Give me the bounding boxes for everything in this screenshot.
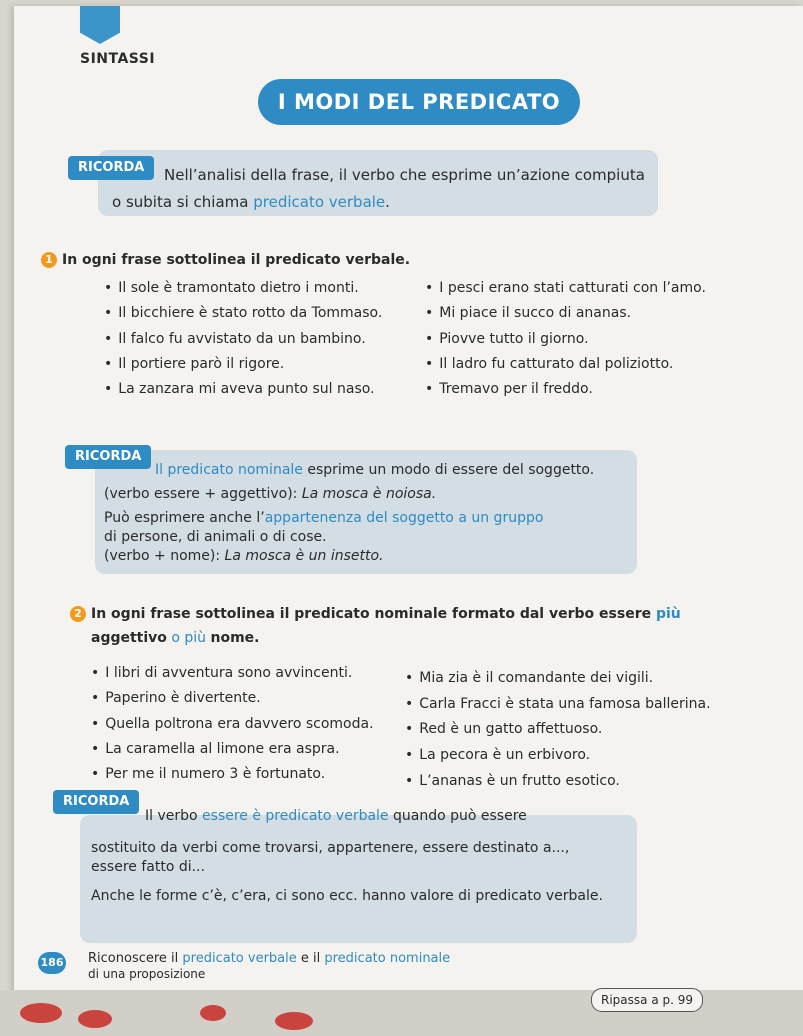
list-item: • Carla Fracci è stata una famosa ballerina. [405,696,711,712]
footer-text: di una proposizione [88,967,206,981]
ricorda-text-line: Il verbo essere è predicato verbale quando può essere [145,808,527,824]
ricorda-text-line: di persone, di animali o di cose. [104,529,327,545]
list-item: • Per me il numero 3 è fortunato. [91,766,325,782]
ricorda-text-line: essere fatto di... [91,859,205,875]
list-item: • Paperino è divertente. [91,690,261,706]
ripassa-link[interactable]: Ripassa a p. 99 [591,988,703,1012]
ricorda-text-line: (verbo + nome): La mosca è un insetto. [104,548,384,564]
ricorda-text-line: Nell’analisi della frase, il verbo che esprime un’azione compiuta [164,166,645,184]
ricorda-badge: RICORDA [68,156,154,180]
list-item: • La pecora è un erbivoro. [405,747,590,763]
ricorda-badge: RICORDA [65,445,151,469]
list-item: • Mi piace il succo di ananas. [425,305,631,321]
red-decoration [20,1003,62,1023]
list-item: • La caramella al limone era aspra. [91,741,340,757]
section-label: SINTASSI [80,51,156,67]
red-decoration [78,1010,112,1028]
exercise-instruction: aggettivo o più nome. [91,630,260,646]
list-item: • Tremavo per il freddo. [425,381,593,397]
list-item: • Il ladro fu catturato dal poliziotto. [425,356,673,372]
list-item: • I libri di avventura sono avvincenti. [91,665,352,681]
exercise-instruction: In ogni frase sottolinea il predicato verbale. [62,252,411,268]
ricorda-text-line: (verbo essere + aggettivo): La mosca è noiosa. [104,486,437,502]
ricorda-text-line: Anche le forme c’è, c’era, ci sono ecc. hanno valore di predicato verbale. [91,888,603,904]
list-item: • Il bicchiere è stato rotto da Tommaso. [104,305,382,321]
list-item: • Quella poltrona era davvero scomoda. [91,716,374,732]
list-item: • Red è un gatto affettuoso. [405,721,602,737]
list-item: • Il falco fu avvistato da un bambino. [104,331,366,347]
footer-text: Riconoscere il predicato verbale e il predicato nominale [88,951,451,966]
ricorda-badge: RICORDA [53,790,139,814]
exercise-number-badge: 2 [70,606,86,622]
exercise-instruction: In ogni frase sottolinea il predicato nominale formato dal verbo essere più [91,606,681,622]
list-item: • Il portiere parò il rigore. [104,356,284,372]
red-decoration [275,1012,313,1030]
list-item: • Il sole è tramontato dietro i monti. [104,280,359,296]
ricorda-text-line: o subita si chiama predicato verbale. [112,193,390,211]
exercise-number-badge: 1 [41,252,57,268]
ricorda-box [80,815,637,943]
ricorda-text-line: Può esprimere anche l’appartenenza del soggetto a un gruppo [104,510,544,526]
list-item: • La zanzara mi aveva punto sul naso. [104,381,375,397]
red-decoration [200,1005,226,1021]
page-title: I MODI DEL PREDICATO [258,79,580,125]
page-number: 186 [38,952,66,974]
ricorda-text-line: sostituito da verbi come trovarsi, appartenere, essere destinato a..., [91,840,570,856]
list-item: • Piovve tutto il giorno. [425,331,589,347]
list-item: • I pesci erano stati catturati con l’amo. [425,280,706,296]
ricorda-text-line: Il predicato nominale esprime un modo di essere del soggetto. [155,462,595,478]
list-item: • Mia zia è il comandante dei vigili. [405,670,653,686]
list-item: • L’ananas è un frutto esotico. [405,773,620,789]
